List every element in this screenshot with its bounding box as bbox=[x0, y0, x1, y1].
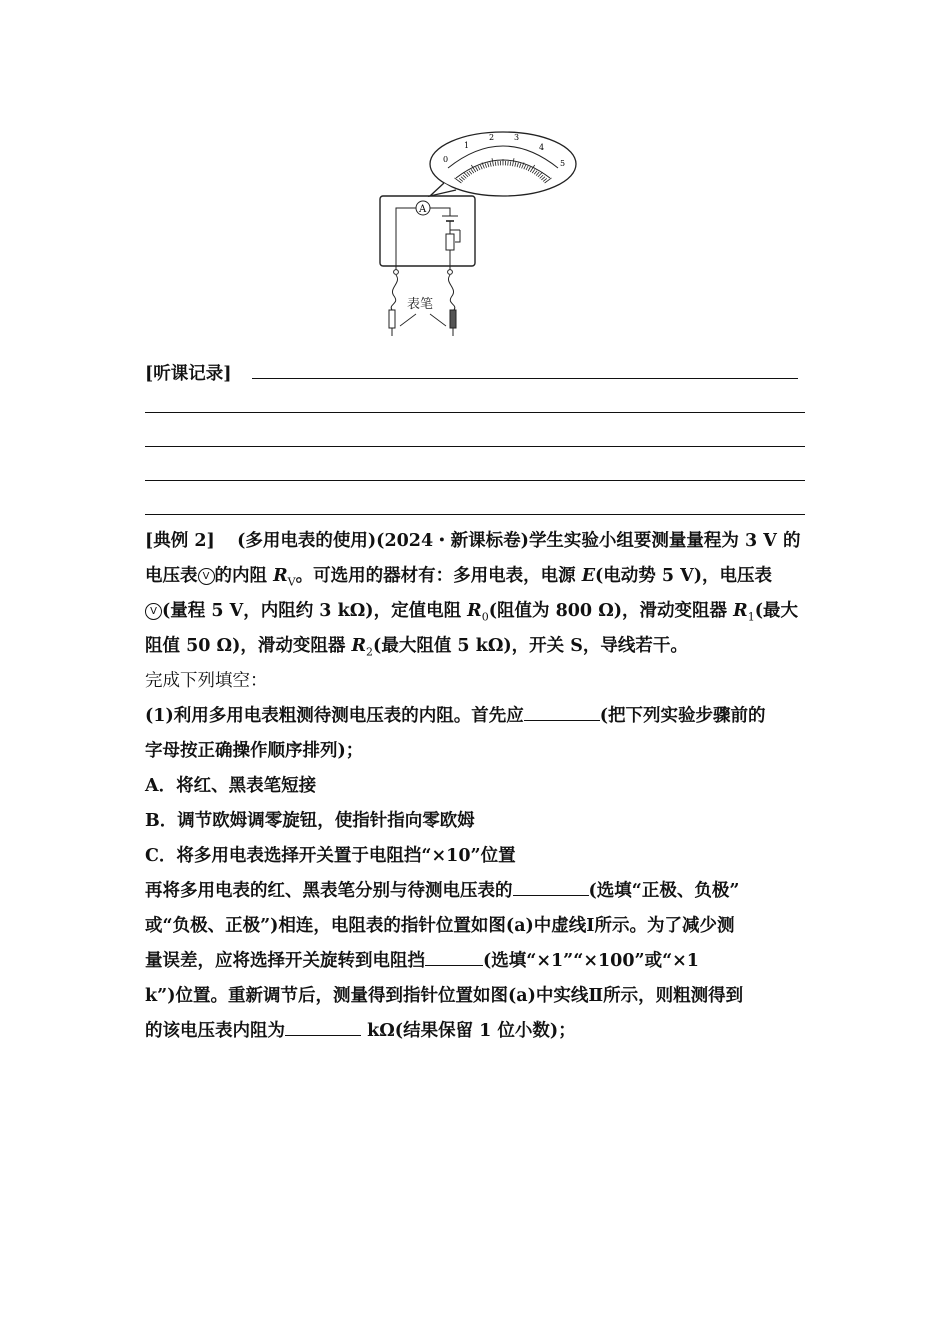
question-1-line-2: 字母按正确操作顺序排列)； bbox=[145, 741, 364, 761]
dial-tick bbox=[517, 163, 518, 167]
dial-tick bbox=[492, 158, 494, 166]
dial-tick bbox=[480, 165, 482, 169]
dial-tick bbox=[543, 178, 547, 181]
dial-tick bbox=[534, 171, 537, 175]
notes-line-1[interactable] bbox=[252, 378, 798, 379]
question-2-line-4: k”)位置。重新调节后，测量得到指针位置如图(a)中实线Ⅱ所示，则粗测得到 bbox=[145, 986, 744, 1006]
dial-scale-0: 0 bbox=[443, 155, 449, 164]
question-2-line-5: 的该电压表内阻为 kΩ(结果保留 1 位小数)； bbox=[145, 1021, 576, 1041]
dial-scale-5: 5 bbox=[560, 159, 566, 168]
probe-label-leader-right bbox=[430, 314, 446, 326]
dial-tick bbox=[515, 162, 516, 166]
dial-tick bbox=[545, 178, 552, 183]
dial-scale-1: 1 bbox=[464, 141, 470, 150]
circuit-wire-top bbox=[430, 208, 450, 216]
dial-tick bbox=[536, 172, 539, 176]
question-2-line-1: 再将多用电表的红、黑表笔分别与待测电压表的 (选填“正极、负极” bbox=[145, 881, 740, 901]
dial-tick bbox=[508, 161, 509, 166]
question-2-line-2: 或“负极、正极”)相连，电阻表的指针位置如图(a)中虚线Ⅰ所示。为了减少测 bbox=[145, 916, 735, 936]
multimeter-figure bbox=[372, 128, 582, 340]
dial-tick bbox=[461, 177, 465, 180]
option-a: A．将红、黑表笔短接 bbox=[145, 776, 317, 796]
dial-scale-4: 4 bbox=[539, 143, 545, 152]
dial-tick bbox=[485, 163, 487, 167]
example-line-3: V (量程 5 V，内阻约 3 kΩ)，定值电阻 $R_0$(阻值为 800 Ω)，滑动变阻器 $R_1$(最大 bbox=[145, 597, 807, 624]
answer-blank-4[interactable] bbox=[285, 1021, 361, 1036]
dial-tick bbox=[541, 177, 545, 180]
example-topic: (多用电表的使用)(2024・新课标卷) bbox=[237, 531, 529, 551]
bubble-pointer bbox=[430, 183, 456, 196]
rheostat bbox=[446, 234, 454, 250]
notes-label: [听课记录] bbox=[145, 364, 232, 384]
example-line-2: 电压表 V 的内阻 $R_V$。可选用的器材有：多用电表，电源 E(电动势 5 V)，电压表 bbox=[145, 566, 773, 589]
dial-ticks bbox=[455, 158, 552, 183]
question-1-line-1: (1)利用多用电表粗测待测电压表的内阻。首先应 (把下列实验步骤前的 bbox=[145, 706, 766, 726]
example-title: [典例 2] bbox=[145, 531, 215, 551]
dial-tick bbox=[513, 158, 515, 166]
dial-tick bbox=[478, 166, 480, 170]
dial-tick bbox=[526, 166, 528, 170]
example-line-4: 阻值 50 Ω)，滑动变阻器 $R_2$(最大阻值 5 kΩ)，开关 S，导线若干。 bbox=[145, 636, 688, 659]
dial-tick bbox=[510, 161, 511, 165]
probe-lead-left bbox=[391, 275, 397, 310]
notes-row bbox=[145, 360, 807, 385]
dial-tick bbox=[519, 163, 521, 167]
question-2-line-3: 量误差，应将选择开关旋转到电阻挡 (选填“×1”“×100”或“×1 bbox=[145, 951, 699, 971]
dial-tick bbox=[463, 175, 466, 178]
dial-tick bbox=[495, 161, 496, 165]
fill-intro: 完成下列填空： bbox=[145, 671, 268, 691]
notes-line-3[interactable] bbox=[145, 446, 805, 447]
dial-tick bbox=[528, 167, 530, 171]
voltmeter-icon: V bbox=[198, 568, 215, 585]
answer-blank-1[interactable] bbox=[524, 706, 600, 721]
rheostat-slider bbox=[455, 230, 460, 242]
dial-tick bbox=[469, 171, 472, 175]
dial-tick bbox=[498, 161, 499, 166]
probe-left bbox=[389, 310, 395, 328]
dial-tick bbox=[476, 167, 478, 171]
dial-scale-3: 3 bbox=[514, 133, 520, 142]
dial-tick bbox=[532, 169, 535, 173]
option-b: B．调节欧姆调零旋钮，使指针指向零欧姆 bbox=[145, 811, 475, 831]
dial-tick bbox=[459, 178, 463, 181]
dial-tick bbox=[488, 163, 489, 167]
terminal-left bbox=[394, 270, 399, 275]
probe-label: 表笔 bbox=[407, 297, 434, 312]
notes-line-5[interactable] bbox=[145, 514, 805, 515]
answer-blank-3[interactable] bbox=[425, 951, 483, 966]
dial-tick bbox=[467, 172, 470, 176]
probe-right bbox=[450, 310, 456, 328]
dial-tick bbox=[490, 162, 491, 166]
answer-blank-2[interactable] bbox=[513, 881, 589, 896]
voltmeter-icon: V bbox=[145, 603, 162, 620]
probe-lead-right bbox=[448, 275, 454, 310]
dial-scale-2: 2 bbox=[489, 133, 495, 142]
dial-tick bbox=[524, 165, 526, 169]
circuit-wire-left bbox=[396, 208, 416, 270]
probe-label-leader-left bbox=[400, 314, 416, 326]
ammeter-label: A bbox=[419, 204, 427, 215]
example-line-1: [典例 2] (多用电表的使用)(2024・新课标卷)学生实验小组要测量量程为 3 V 的 bbox=[145, 531, 801, 551]
dial-tick bbox=[455, 178, 462, 183]
option-c: C．将多用电表选择开关置于电阻挡“×10”位置 bbox=[145, 846, 516, 866]
notes-line-2[interactable] bbox=[145, 412, 805, 413]
notes-line-4[interactable] bbox=[145, 480, 805, 481]
terminal-right bbox=[448, 270, 453, 275]
dial-tick bbox=[471, 169, 474, 173]
dial-tick bbox=[540, 175, 543, 178]
